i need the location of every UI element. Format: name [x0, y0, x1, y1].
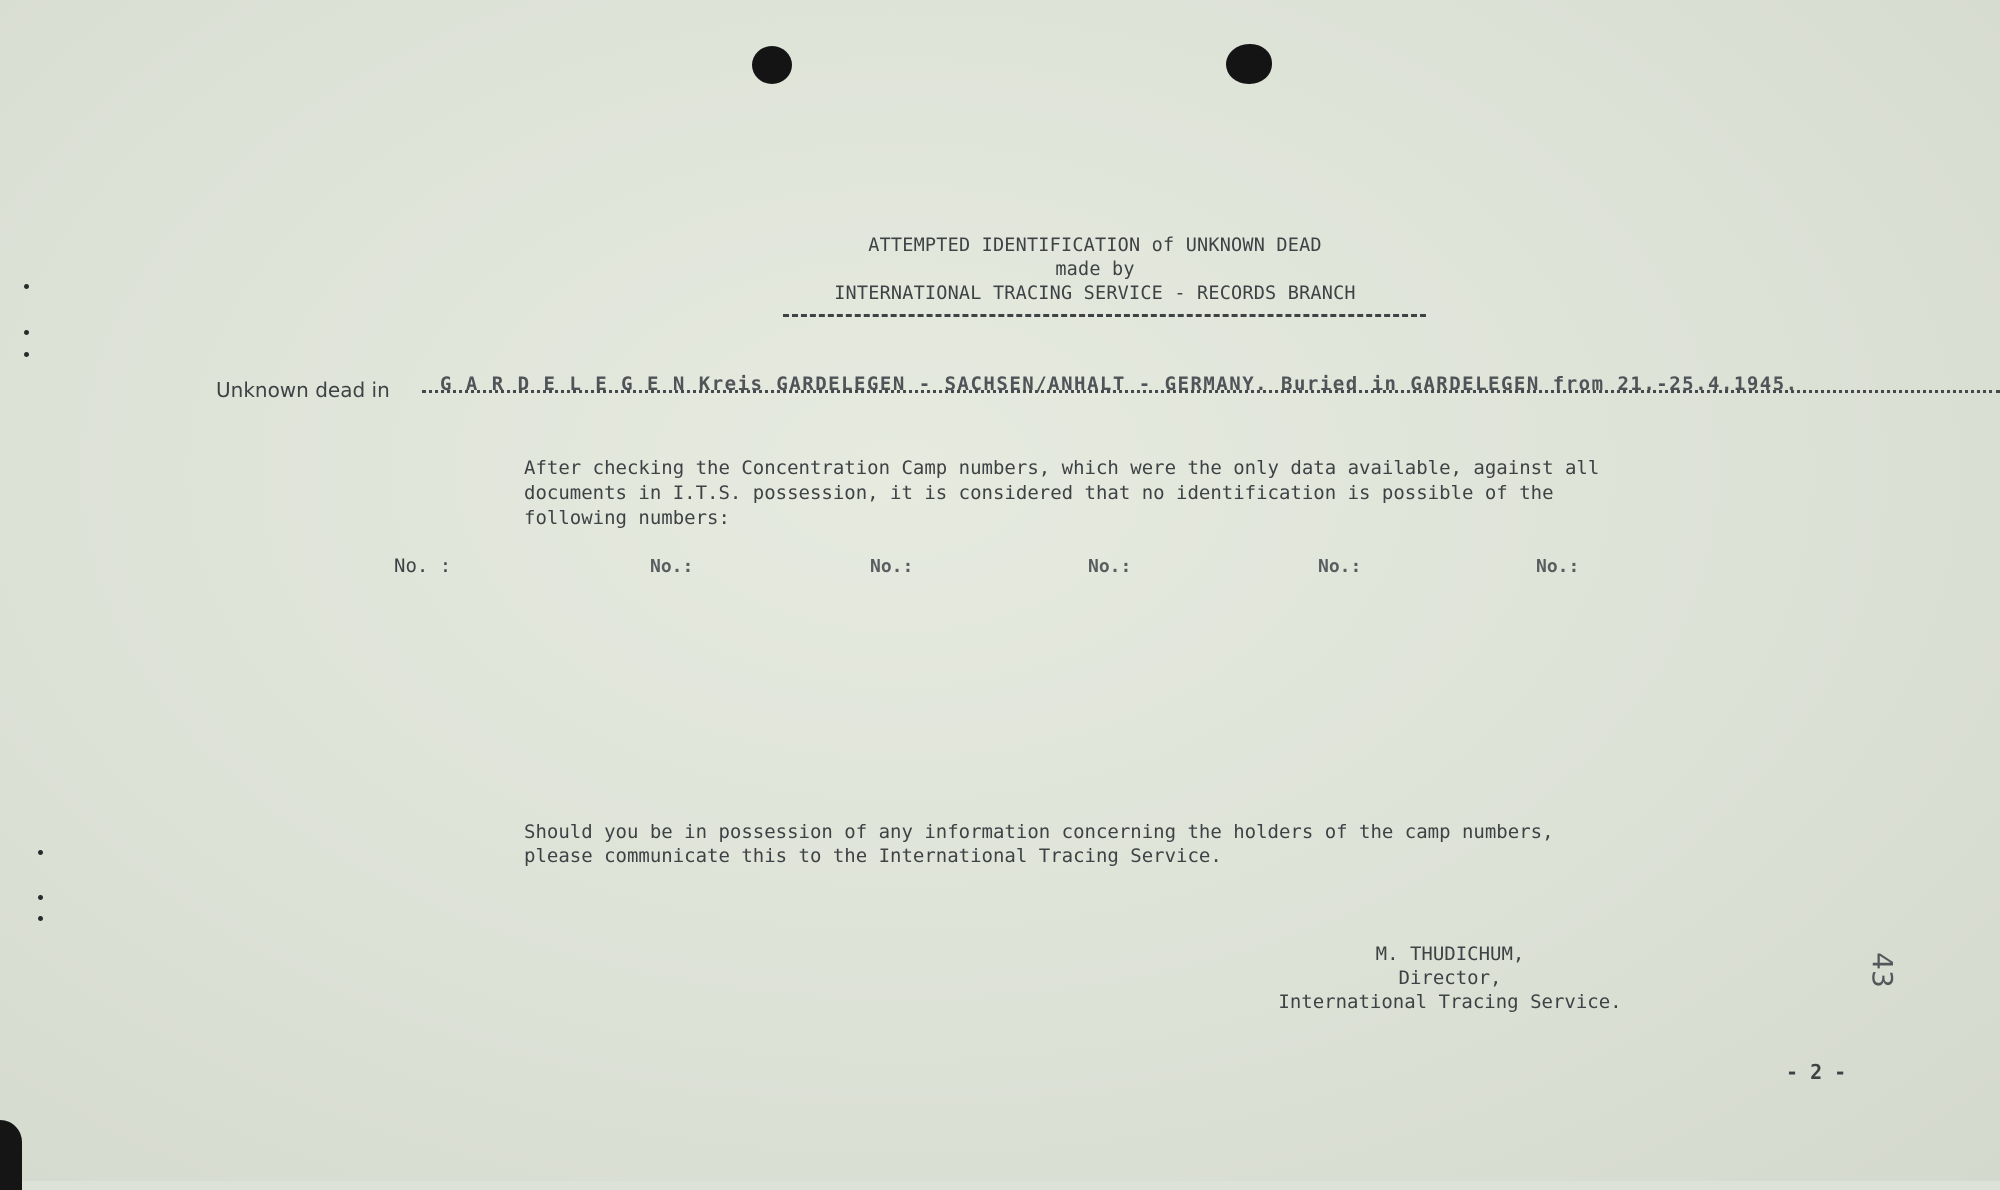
- column-label: No.:: [1318, 556, 1362, 577]
- intro-line-3: following numbers:: [524, 507, 730, 529]
- signatory-title: Director,: [1398, 967, 1502, 989]
- column-label: No.:: [650, 556, 694, 577]
- punch-hole-left: [752, 46, 792, 84]
- intro-line-2: documents in I.T.S. possession, it is considered that no identification is possible of the: [524, 482, 1554, 504]
- title-line-3: INTERNATIONAL TRACING SERVICE - RECORDS BRANCH: [834, 283, 1356, 304]
- intro-line-1: After checking the Concentration Camp numbers, which were the only data available, against all: [524, 457, 1600, 479]
- title-underline: [783, 314, 1426, 317]
- closing-paragraph: [524, 820, 1704, 868]
- document-title: [780, 234, 1410, 306]
- signature-block: [1240, 942, 1660, 1014]
- margin-mark: [24, 330, 29, 335]
- title-line-2: made by: [1055, 259, 1135, 280]
- archive-stamp-number: 43: [1866, 952, 1900, 988]
- page-edge-shadow: [0, 1120, 22, 1190]
- margin-mark: [38, 850, 43, 855]
- closing-line-2: please communicate this to the International Tracing Service.: [524, 845, 1222, 867]
- page-number: - 2 -: [1786, 1060, 1847, 1084]
- title-line-1: ATTEMPTED IDENTIFICATION of UNKNOWN DEAD: [868, 235, 1322, 256]
- margin-mark: [24, 352, 29, 357]
- burial-place-text: G A R D E L E G E N Kreis GARDELEGEN - SACHSEN/ANHALT - GERMANY. Buried in GARDELEGEN from 21.-25.4.1945.: [440, 373, 1799, 395]
- unknown-dead-label: Unknown dead in: [216, 378, 390, 402]
- closing-line-1: Should you be in possession of any information concerning the holders of the camp numbers,: [524, 821, 1554, 843]
- column-label: No.:: [1088, 556, 1132, 577]
- margin-mark: [24, 284, 29, 289]
- margin-mark: [38, 916, 43, 921]
- intro-paragraph: [524, 456, 1754, 531]
- margin-mark: [38, 895, 43, 900]
- column-label: No.:: [1536, 556, 1580, 577]
- punch-hole-right: [1226, 44, 1272, 84]
- signatory-organization: International Tracing Service.: [1278, 991, 1622, 1013]
- column-label: No. :: [394, 555, 452, 577]
- unknown-dead-line: [216, 373, 2000, 404]
- signatory-name: M. THUDICHUM,: [1375, 943, 1525, 965]
- column-label: No.:: [870, 556, 914, 577]
